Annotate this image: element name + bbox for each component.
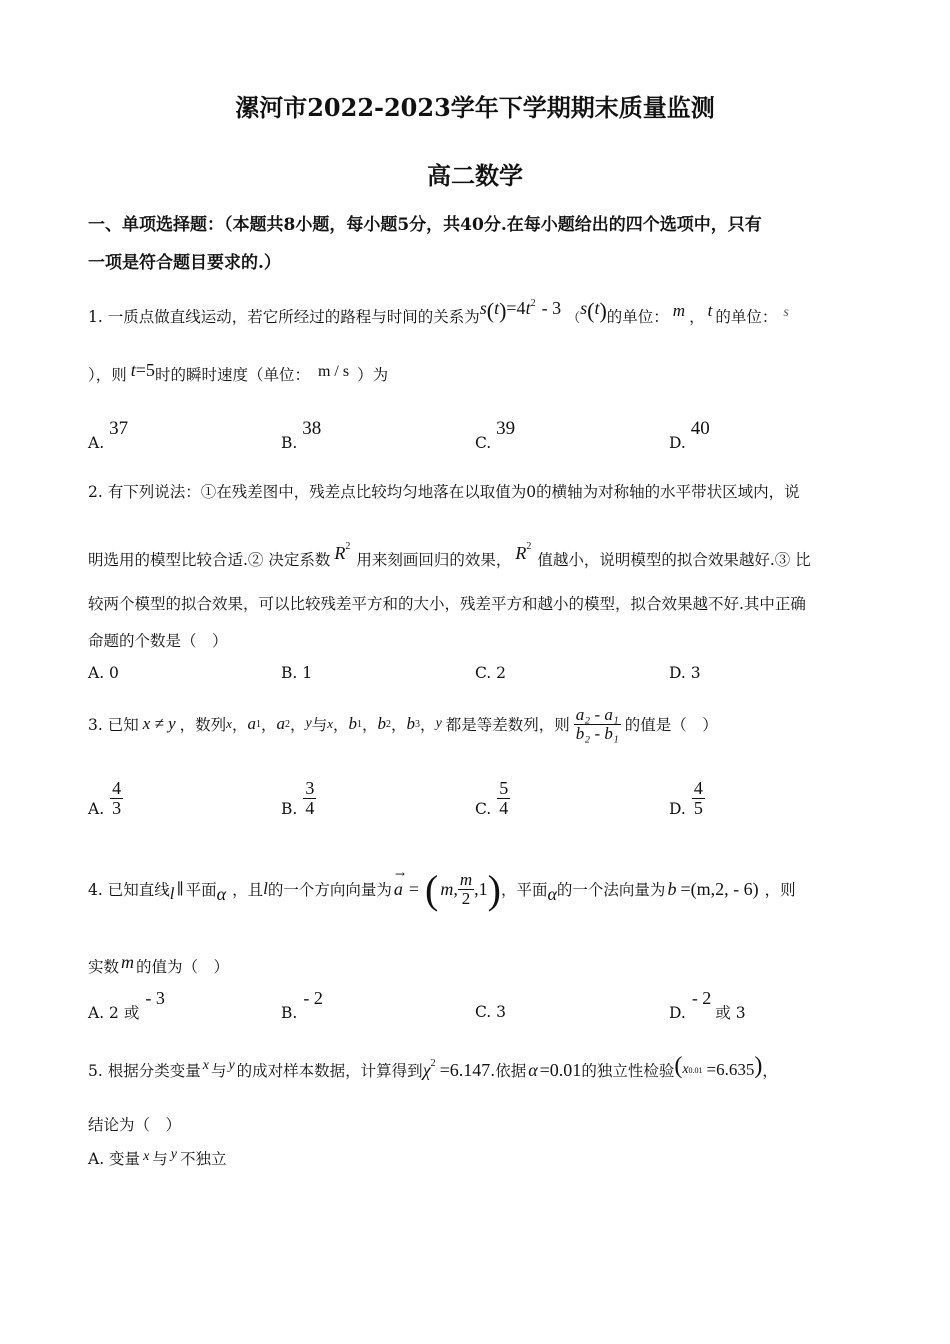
q1-formula-sq: 2: [530, 298, 536, 309]
q5-x-crit-sub: 0.01: [688, 1065, 703, 1075]
q1-velocity-unit: m / s: [317, 363, 350, 380]
question-4-line2: [88, 952, 229, 977]
q4-option-d-label: D.: [669, 1004, 686, 1022]
question-1-line2: [88, 360, 388, 385]
paper-title: 漯河市2022-2023学年下学期期末质量监测: [235, 93, 715, 122]
q3-option-d[interactable]: [669, 778, 705, 818]
q3-c-num: 5: [499, 777, 509, 798]
q4-option-d-text: 或 3: [715, 1004, 746, 1022]
q3-b3-sub: 3: [415, 718, 421, 730]
q4-option-a[interactable]: [88, 988, 165, 1023]
q4-parallel: ∥: [176, 880, 184, 898]
q3-b3: b: [406, 714, 416, 733]
q4-option-a-label: A. 2 或: [88, 1004, 140, 1022]
q3-option-a-frac: [110, 779, 123, 818]
question-5-line1: 5. 根据分类变量 x 与 y 的成对样本数据，计算得到 χ $^2$ =6.147 .依据 α =0.01 的独立性检验 ( x 0.01 =6.635 ) ，: [88, 1052, 778, 1080]
q5-text-2: 与: [210, 1062, 227, 1080]
q1-s-var: s: [580, 298, 588, 318]
q3-option-c-label: C.: [475, 800, 492, 818]
q3-text-1: 3. 已知: [88, 716, 139, 734]
q1-unit-m: m: [672, 301, 686, 320]
q4-b-value: =(m,2, - 6): [680, 878, 759, 899]
q3-option-d-frac: [692, 779, 705, 818]
q4-line2-b: 的值为（ ）: [136, 958, 230, 976]
q4-option-b[interactable]: [281, 988, 323, 1022]
q5-option-a-text-2: 与: [152, 1150, 168, 1168]
q2-option-b[interactable]: B. 1: [281, 664, 313, 682]
q3-b1: b: [348, 714, 358, 733]
question-3-line1: [88, 696, 718, 752]
q1-option-c-value: 39: [496, 418, 516, 439]
q1-text-2: ），则: [88, 366, 127, 384]
q5-x-crit-value: =6.635: [706, 1060, 755, 1079]
q3-a1: a: [247, 714, 256, 733]
q1-option-b[interactable]: [281, 418, 321, 452]
q2-r-sq: 2: [345, 541, 351, 552]
q3-b2: b: [377, 714, 387, 733]
q3-comma-4: ，: [333, 716, 349, 734]
q5-option-a-text-1: A. 变量: [88, 1150, 141, 1168]
q5-option-a-text-3: 不独立: [180, 1150, 227, 1168]
section-heading-line1: 一、单项选择题：（本题共8小题，每小题5分，共40分.在每小题给出的四个选项中，只有: [88, 215, 762, 235]
q2-r: R: [334, 543, 346, 563]
q1-t-var: t: [707, 301, 713, 320]
q3-option-a[interactable]: [88, 778, 123, 818]
q3-option-b-label: B.: [281, 800, 298, 818]
q5-option-a[interactable]: [88, 1147, 227, 1169]
q1-unit-label-t: 的单位：: [715, 308, 778, 326]
q4-text-5: ，平面: [500, 881, 548, 899]
q3-x: x: [226, 716, 232, 731]
q1-option-d[interactable]: [669, 418, 710, 452]
q3-fraction: [574, 706, 621, 743]
q5-text-3: 的成对样本数据，计算得到: [236, 1062, 423, 1080]
q4-eq: =: [408, 878, 420, 899]
q3-comma-1: ，: [231, 716, 248, 734]
paper-subtitle: 高二数学: [427, 161, 523, 190]
q5-x: x: [202, 1058, 209, 1073]
q4-vector-a: a: [393, 878, 403, 899]
q3-option-d-label: D.: [669, 800, 686, 818]
q1-option-d-value: 40: [690, 418, 710, 439]
q3-comma-6: ，: [391, 716, 407, 734]
q3-fraction-num: a₂ - a₁: [575, 704, 619, 724]
q5-x-crit: x: [682, 1062, 689, 1077]
q4-option-b-label: B.: [281, 1004, 298, 1022]
q4-line2-a: 实数: [88, 958, 120, 976]
q3-text-4: 都是等差数列，则: [445, 716, 570, 734]
q5-text-4: .依据: [490, 1062, 527, 1080]
q1-formula-s: s: [479, 298, 487, 318]
q4-option-c[interactable]: C. 3: [475, 1003, 507, 1021]
q5-text-1: 5. 根据分类变量: [88, 1062, 201, 1080]
q4-text-3: ，且: [232, 881, 264, 899]
q3-x-ne-y: x ≠ y: [142, 714, 176, 733]
q3-a1-sub: 1: [255, 718, 261, 730]
question-2-line1: 2. 有下列说法：①在残差图中，残差点比较均匀地落在以取值为0的横轴为对称轴的水平带状区域内，说: [88, 483, 800, 501]
q1-formula-eq: =4: [506, 298, 526, 318]
q5-chi-value: =6.147: [439, 1059, 491, 1080]
question-5-line2: 结论为（ ）: [88, 1116, 182, 1134]
q1-option-c-label: C.: [475, 434, 492, 452]
q4-l: l: [169, 884, 175, 903]
q2-r-2: R: [515, 543, 527, 563]
q2-option-c[interactable]: C. 2: [475, 664, 507, 682]
q3-fraction-den: b₂ - b₁: [575, 723, 619, 743]
q4-alpha-2: α: [547, 883, 557, 904]
question-4-line1: 4. 已知直线 l ∥ 平面 α ，且 l 的一个方向向量为 a → = ( m, $\frac{m}{2}$ ,1 ) ，平面 α 的一个法向量为 b =(m,2, - 6) ，则: [88, 866, 796, 912]
q1-t-eq-value: =5: [135, 360, 155, 380]
q3-text-5: 的值是（ ）: [624, 716, 718, 734]
q1-option-b-label: B.: [281, 434, 298, 452]
q4-option-a-value: - 3: [145, 988, 165, 1008]
q1-option-a-label: A.: [88, 434, 105, 452]
q2-text-a: 明选用的模型比较合适.② 决定系数: [88, 551, 331, 569]
question-2-line3: 较两个模型的拟合效果，可以比较残差平方和的大小，残差平方和越小的模型，拟合效果越不好.其中正确: [88, 595, 806, 613]
q4-option-b-value: - 2: [303, 988, 323, 1008]
q1-unit-s: s: [783, 305, 789, 320]
q4-m: m,: [440, 878, 458, 899]
q1-option-d-label: D.: [669, 434, 686, 452]
q1-formula-minus3: - 3: [541, 298, 562, 318]
q5-alpha: α: [528, 1059, 538, 1080]
q3-y: y: [305, 716, 312, 731]
q5-chi-sq: 2: [430, 1057, 436, 1069]
q4-text-6: 的一个法向量为: [556, 881, 666, 899]
q1-text: 1. 一质点做直线运动，若它所经过的路程与时间的关系为: [88, 308, 480, 326]
q2-option-a[interactable]: A. 0: [88, 664, 119, 682]
q3-a2: a: [276, 714, 285, 733]
q3-comma-2: ，: [260, 716, 277, 734]
question-2-line4: 命题的个数是（ ）: [88, 632, 228, 650]
q3-comma-7: ，: [420, 716, 436, 734]
q4-one: ,1: [474, 878, 488, 899]
q5-y: y: [228, 1058, 235, 1073]
q3-option-c[interactable]: [475, 778, 510, 818]
q3-y-2: y: [435, 716, 442, 731]
q3-comma-3: ，: [289, 716, 306, 734]
q3-d-num: 4: [693, 777, 703, 798]
q3-and: 与: [311, 716, 328, 734]
section-heading-line2: 一项是符合题目要求的.）: [88, 253, 281, 273]
q1-comma: ，: [689, 308, 705, 326]
q1-paren-open: （: [567, 311, 581, 326]
q3-d-den: 5: [693, 797, 703, 818]
q4-text-7: ，则: [764, 881, 796, 899]
q5-text-5: 的独立性检验: [581, 1062, 675, 1080]
q4-m-var: m: [121, 952, 135, 972]
q1-text-3: 时的瞬时速度（单位：: [154, 366, 310, 384]
q3-option-b-frac: [303, 779, 316, 818]
q1-option-a[interactable]: [88, 418, 128, 452]
q4-frac-den: 2: [461, 888, 471, 908]
q5-option-a-x: x: [143, 1149, 150, 1164]
q4-text-1: 4. 已知直线: [88, 881, 170, 899]
q1-unit-label-s: 的单位：: [606, 308, 669, 326]
q3-comma-5: ，: [362, 716, 378, 734]
q3-b1-sub: 1: [357, 718, 363, 730]
q3-a2-sub: 2: [284, 718, 290, 730]
q3-b-den: 4: [305, 797, 315, 818]
q3-b-num: 3: [305, 777, 315, 798]
q4-text-2: 平面: [185, 881, 217, 899]
q3-x-2: x: [327, 716, 333, 731]
q5-option-a-y: y: [170, 1147, 178, 1162]
q1-t-eq: t: [130, 360, 136, 380]
q4-option-d-value: - 2: [691, 988, 712, 1008]
q3-a-num: 4: [112, 777, 122, 798]
q2-option-d[interactable]: D. 3: [669, 664, 701, 682]
q5-chi: χ: [422, 1059, 431, 1080]
q3-c-den: 4: [499, 797, 509, 818]
q1-option-c[interactable]: [475, 418, 515, 452]
question-1-line1: 1. 一质点做直线运动，若它所经过的路程与时间的关系为$s(t)=4t^2 - 3(s(t)$的单位： m ， t 的单位： s: [88, 298, 789, 326]
q1-formula-t: t: [525, 298, 531, 318]
q4-option-d[interactable]: [669, 988, 746, 1023]
q4-b: b: [667, 878, 677, 899]
q4-m-over-2: [458, 871, 474, 908]
q5-alpha-value: =0.01: [539, 1059, 582, 1080]
q3-option-a-label: A.: [88, 800, 105, 818]
q2-text-b: 用来刻画回归的效果，: [356, 551, 512, 569]
q1-option-a-value: 37: [109, 418, 129, 439]
q3-option-c-frac: [497, 779, 510, 818]
vector-arrow-icon: →: [394, 866, 405, 881]
q2-r-sq-2: 2: [526, 541, 532, 552]
q4-text-4: 的一个方向向量为: [267, 881, 392, 899]
q3-b2-sub: 2: [386, 718, 392, 730]
q4-frac-num: m: [459, 869, 473, 889]
q1-option-b-value: 38: [302, 418, 322, 439]
q5-text-6: ，: [762, 1062, 778, 1080]
q3-option-b[interactable]: [281, 778, 316, 818]
q4-l-2: l: [263, 879, 268, 898]
q1-text-4: ）为: [357, 366, 389, 384]
q3-a-den: 3: [112, 797, 122, 818]
q4-alpha: α: [216, 883, 227, 904]
question-2-line2: [88, 541, 811, 570]
q2-text-c: 值越小，说明模型的拟合效果越好.③ 比: [537, 551, 811, 569]
q3-text-2: ，数列: [179, 716, 227, 734]
